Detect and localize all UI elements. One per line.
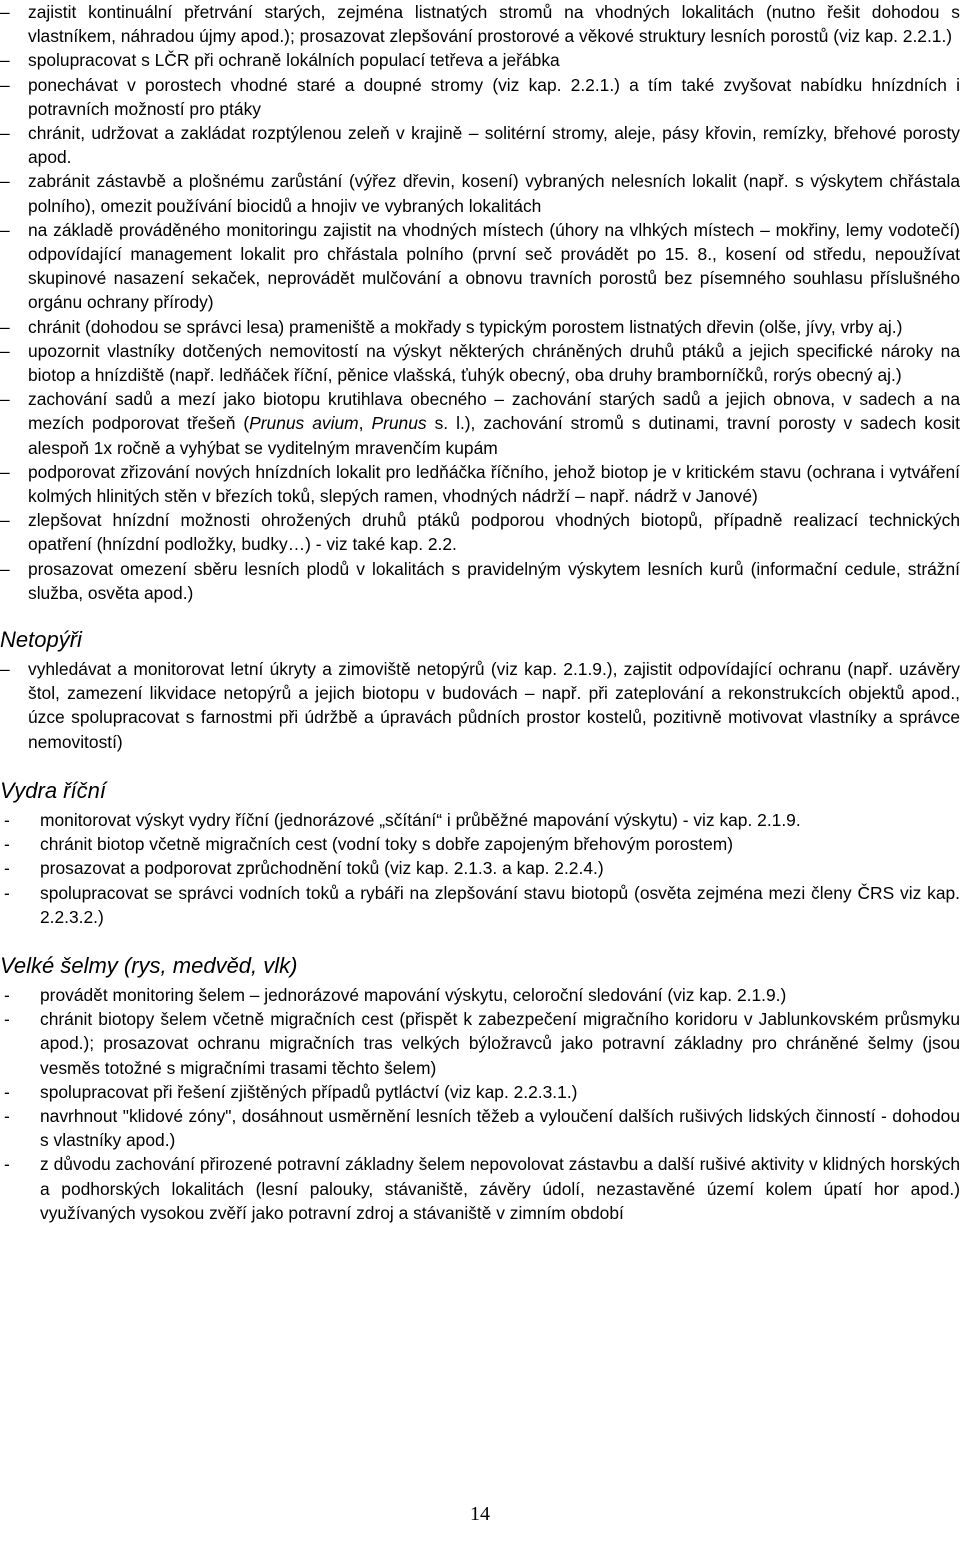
- list-item: - spolupracovat při řešení zjištěných případů pytláctví (viz kap. 2.2.3.1.): [0, 1080, 960, 1104]
- list-item: – spolupracovat s LČR při ochraně lokálních populací tetřeva a jeřábka: [0, 48, 960, 72]
- list-item: – chránit, udržovat a zakládat rozptýlenou zeleň v krajině – solitérní stromy, aleje, pásy křovin, remízky, břehové porosty apod.: [0, 121, 960, 169]
- vydra-list: [0, 808, 960, 929]
- list-item: – ponechávat v porostech vhodné staré a doupné stromy (viz kap. 2.2.1.) a tím také zvyšovat nabídku hnízdních i potravních možností pro ptáky: [0, 73, 960, 121]
- text-run: zachování sadů a mezí jako biotopu krutihlava obecného – zachování starých sadů a jejich obnova, v sadech a na mezích podporovat třešeň (: [28, 389, 960, 434]
- list-item: - z důvodu zachování přirozené potravní základny šelem nepovolovat zástavbu a další rušivé aktivity v klidných horských a podhorských lokalitách (lesní palouky, stávaniště, závěry údolí, nezastavěné území kolem úpatí hor apod.) využívaných vysokou zvěří jako potravní zdroj a stávaniště v zimním období: [0, 1152, 960, 1225]
- section-heading-netopyri: Netopýři: [0, 627, 82, 653]
- list-item: – podporovat zřizování nových hnízdních lokalit pro ledňáčka říčního, jehož biotop je v kritickém stavu (ochrana i vytváření kolmých hlinitých stěn v březích toků, slepých ramen, vhodných nádrží – např. nádrž v Janové): [0, 460, 960, 508]
- latin-name: Prunus avium: [249, 413, 359, 434]
- section-heading-vydra: Vydra říční: [0, 777, 106, 803]
- netopyri-list: [0, 657, 960, 754]
- list-item: – prosazovat omezení sběru lesních plodů v lokalitách s pravidelným výskytem lesních kurů (informační cedule, strážní služba, osvěta apod.): [0, 557, 960, 605]
- list-item: - spolupracovat se správci vodních toků a rybáři na zlepšování stavu biotopů (osvěta zejména mezi členy ČRS viz kap. 2.2.3.2.): [0, 881, 960, 929]
- list-item: - provádět monitoring šelem – jednorázové mapování výskytu, celoroční sledování (viz kap. 2.1.9.): [0, 983, 960, 1007]
- section-heading-velke-selmy: Velké šelmy (rys, medvěd, vlk): [0, 952, 298, 978]
- list-item: – chránit (dohodou se správci lesa) prameniště a mokřady s typickým porostem listnatých dřevin (olše, jívy, vrby aj.): [0, 315, 960, 339]
- list-item: - chránit biotopy šelem včetně migračních cest (přispět k zabezpečení migračního koridoru v Jablunkovském průsmyku apod.); prosazovat ochranu migračních tras velkých býložravců jako potravní základny pro chráněné šelmy (jsou vesměs totožné s migračními trasami těchto šelem): [0, 1007, 960, 1080]
- bird-measures-list: [0, 0, 960, 605]
- list-item: - chránit biotop včetně migračních cest (vodní toky s dobře zapojeným břehovým porostem): [0, 832, 960, 856]
- list-item: – vyhledávat a monitorovat letní úkryty a zimoviště netopýrů (viz kap. 2.1.9.), zajistit odpovídající ochranu (např. uzávěry štol, zamezení likvidace netopýrů a jejich biotopu v budovách – např. při zateplování a rekonstrukcích objektů apod., úzce spolupracovat s farnostmi při údržbě a úpravách půdních prostor kostelů, pozitivně motivovat vlastníky a správce nemovitostí): [0, 657, 960, 754]
- velke-selmy-list: [0, 983, 960, 1225]
- list-item: - navrhnout "klidové zóny", dosáhnout usměrnění lesních těžeb a vyloučení dalších rušivých lidských činností - dohodou s vlastníky apod.): [0, 1104, 960, 1152]
- list-item: – zajistit kontinuální přetrvání starých, zejména listnatých stromů na vhodných lokalitách (nutno řešit dohodou s vlastníkem, náhradou újmy apod.); prosazovat zlepšování prostorové a věkové struktury lesních porostů (viz kap. 2.2.1.): [0, 0, 960, 48]
- list-item: - prosazovat a podporovat zprůchodnění toků (viz kap. 2.1.3. a kap. 2.2.4.): [0, 856, 960, 880]
- text-run: s. l.), zachování stromů s dutinami, travní porosty v sadech kosit alespoň 1x ročně a vyhýbat se vyditelným mravenčím kupám: [28, 413, 960, 458]
- list-item: - monitorovat výskyt vydry říční (jednorázové „sčítání“ i průběžné mapování výskytu) - viz kap. 2.1.9.: [0, 808, 960, 832]
- list-item: – zabránit zástavbě a plošnému zarůstání (výřez dřevin, kosení) vybraných nelesních lokalit (např. s výskytem chřástala polního), omezit používání biocidů a hnojiv ve vybraných lokalitách: [0, 169, 960, 217]
- text-run: ,: [358, 413, 372, 434]
- list-item: [0, 387, 960, 460]
- latin-name: Prunus: [371, 413, 427, 434]
- list-item: – na základě prováděného monitoringu zajistit na vhodných místech (úhory na vlhkých místech – mokřiny, lemy vodotečí) odpovídající management lokalit pro chřástala polního (první seč provádět po 15. 8., kosení od středu, nepoužívat skupinové nasazení sekaček, neprovádět mulčování a obnovu travních porostů bez písemného souhlasu příslušného orgánu ochrany přírody): [0, 218, 960, 315]
- page-number: 14: [470, 1503, 490, 1525]
- list-item: – upozornit vlastníky dotčených nemovitostí na výskyt některých chráněných druhů ptáků a jejich specifické nároky na biotop a hnízdiště (např. ledňáček říční, pěnice vlašská, ťuhýk obecný, oba druhy bramborníčků, rorýs obecný aj.): [0, 339, 960, 387]
- list-item: – zlepšovat hnízdní možnosti ohrožených druhů ptáků podporou vhodných biotopů, případně realizací technických opatření (hnízdní podložky, budky…) - viz také kap. 2.2.: [0, 508, 960, 556]
